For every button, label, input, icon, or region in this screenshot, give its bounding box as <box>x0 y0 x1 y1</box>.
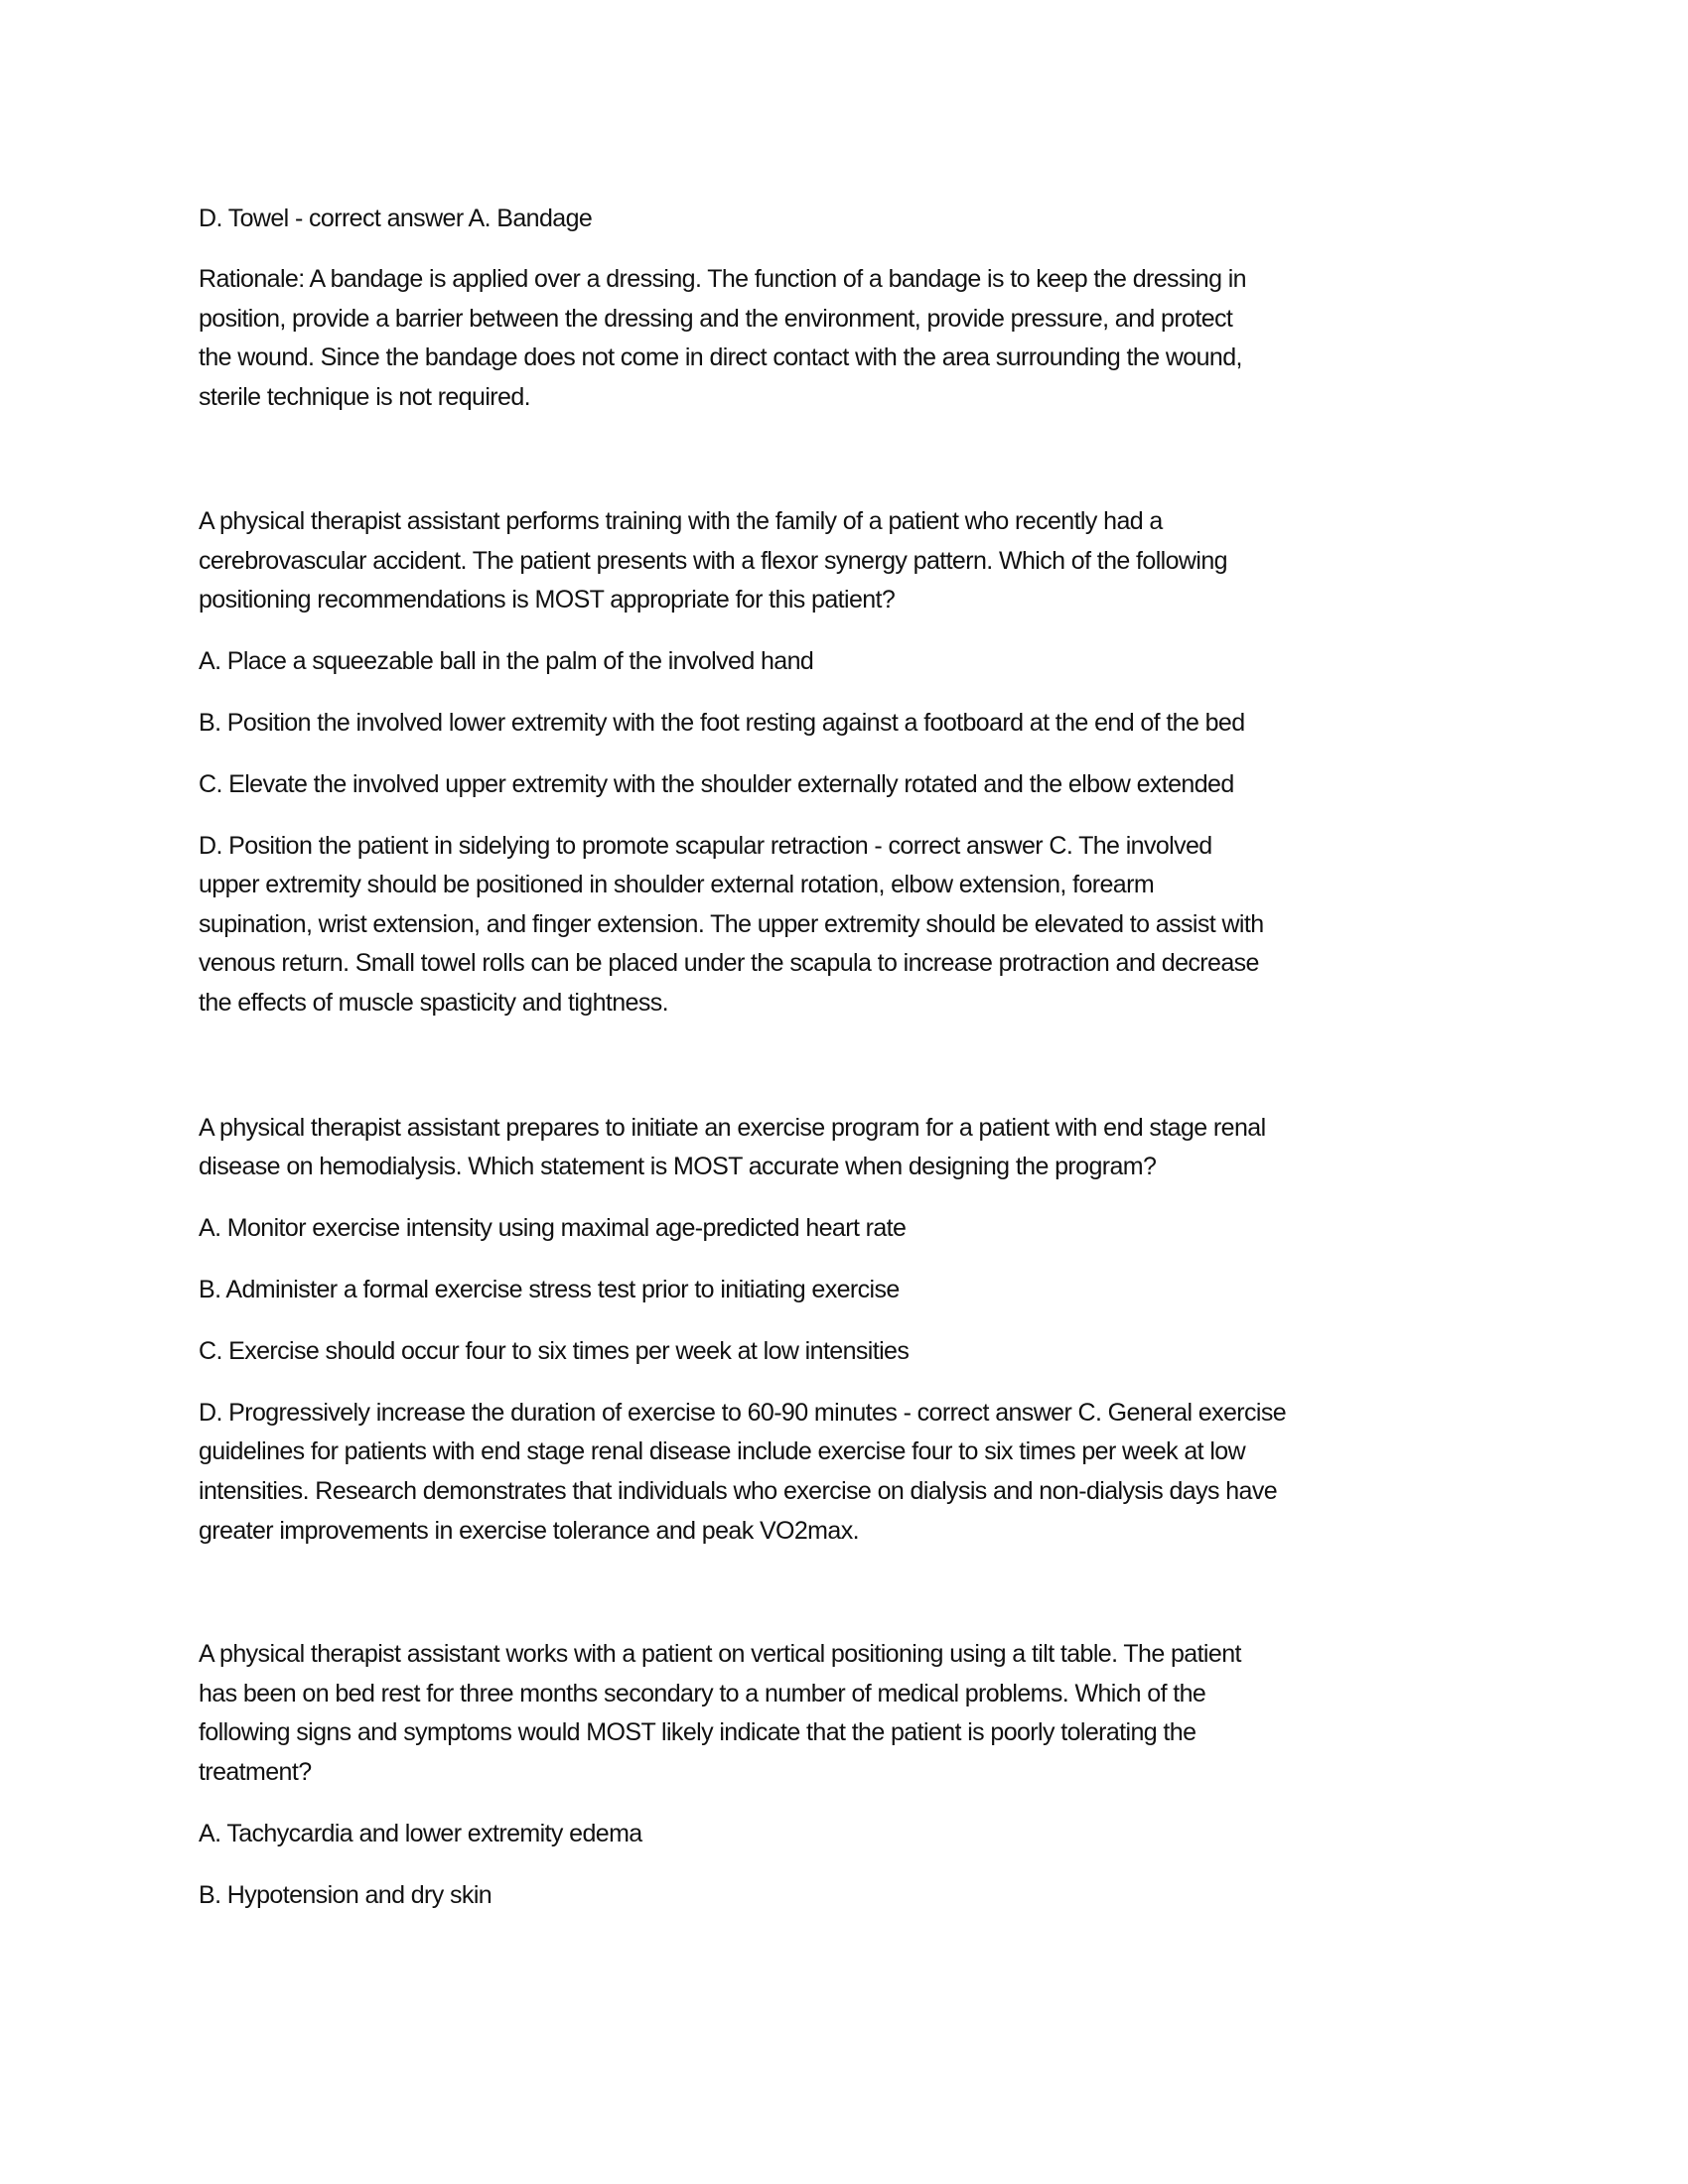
text-line: D. Towel - correct answer A. Bandage <box>199 205 593 232</box>
text-line: D. Progressively increase the duration of exercise to 60-90 minutes - correct answer C. General exercise <box>199 1399 1287 1427</box>
text-line: Rationale: A bandage is applied over a dressing. The function of a bandage is to keep the dressing in <box>199 265 1246 293</box>
text-line: following signs and symptoms would MOST likely indicate that the patient is poorly tolerating the <box>199 1718 1196 1746</box>
text-line: venous return. Small towel rolls can be placed under the scapula to increase protraction and decrease <box>199 949 1259 977</box>
text-line: A physical therapist assistant works with a patient on vertical positioning using a tilt table. The patient <box>199 1640 1241 1668</box>
text-line: positioning recommendations is MOST appropriate for this patient? <box>199 586 896 614</box>
text-line: the effects of muscle spasticity and tightness. <box>199 989 668 1017</box>
text-line: B. Administer a formal exercise stress test prior to initiating exercise <box>199 1276 900 1303</box>
text-line: A physical therapist assistant prepares to initiate an exercise program for a patient with end stage renal <box>199 1114 1266 1142</box>
text-line: supination, wrist extension, and finger extension. The upper extremity should be elevated to assist with <box>199 910 1264 938</box>
text-line: A. Tachycardia and lower extremity edema <box>199 1820 642 1847</box>
text-line: position, provide a barrier between the dressing and the environment, provide pressure, and protect <box>199 305 1233 333</box>
text-line: A physical therapist assistant performs training with the family of a patient who recently had a <box>199 507 1163 535</box>
text-line: C. Exercise should occur four to six times per week at low intensities <box>199 1337 910 1365</box>
text-line: greater improvements in exercise tolerance and peak VO2max. <box>199 1517 859 1545</box>
text-line: A. Place a squeezable ball in the palm of the involved hand <box>199 647 814 675</box>
text-line: sterile technique is not required. <box>199 383 530 411</box>
text-line: upper extremity should be positioned in shoulder external rotation, elbow extension, forearm <box>199 871 1155 898</box>
text-line: has been on bed rest for three months secondary to a number of medical problems. Which of the <box>199 1680 1206 1707</box>
text-line: disease on hemodialysis. Which statement is MOST accurate when designing the program? <box>199 1153 1157 1180</box>
text-line: A. Monitor exercise intensity using maximal age-predicted heart rate <box>199 1214 907 1242</box>
text-line: B. Hypotension and dry skin <box>199 1881 492 1909</box>
text-line: C. Elevate the involved upper extremity with the shoulder externally rotated and the elbow extended <box>199 770 1234 798</box>
text-line: the wound. Since the bandage does not come in direct contact with the area surrounding the wound, <box>199 343 1242 371</box>
text-line: treatment? <box>199 1758 312 1786</box>
text-line: D. Position the patient in sidelying to promote scapular retraction - correct answer C. The involved <box>199 832 1212 860</box>
text-line: cerebrovascular accident. The patient presents with a flexor synergy pattern. Which of the following <box>199 547 1227 575</box>
text-line: B. Position the involved lower extremity with the foot resting against a footboard at the end of the bed <box>199 709 1245 737</box>
text-line: intensities. Research demonstrates that individuals who exercise on dialysis and non-dialysis days have <box>199 1477 1278 1505</box>
text-line: guidelines for patients with end stage renal disease include exercise four to six times per week at low <box>199 1437 1246 1465</box>
